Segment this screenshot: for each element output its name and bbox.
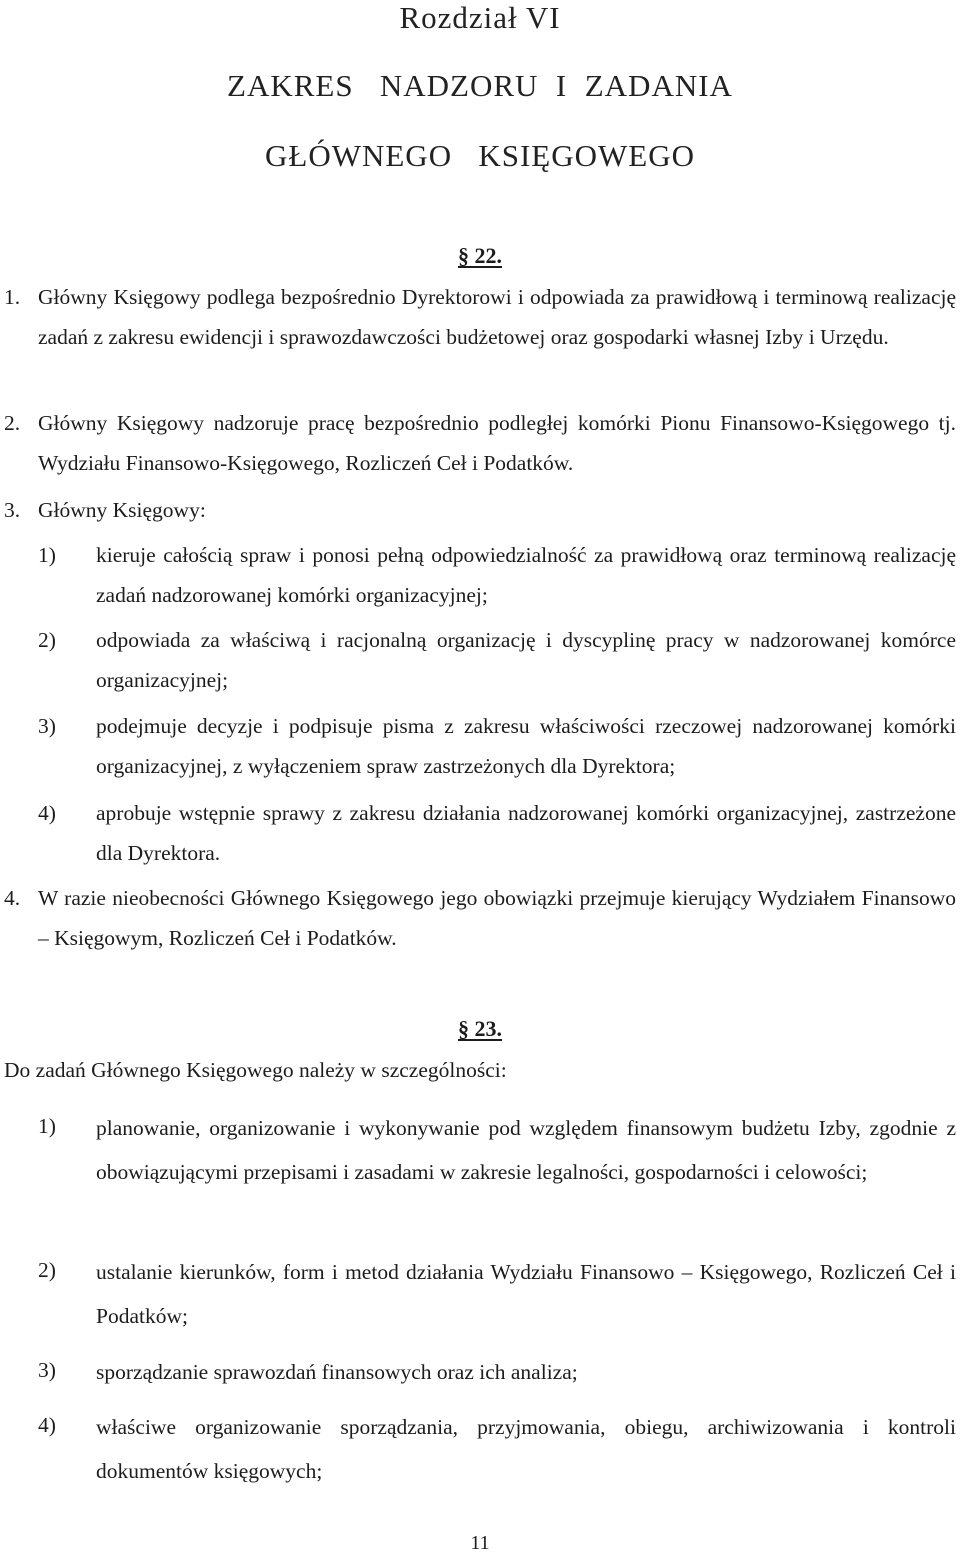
subitem-3-text: podejmuje decyzje i podpisuje pisma z zakresu właściwości rzeczowej nadzorowanej komórki organizacyjnej, z wyłączeniem spraw zastrzeżonych dla Dyrektora; — [96, 714, 956, 778]
chapter-subtitle-line2: GŁÓWNEGO KSIĘGOWEGO — [265, 138, 695, 173]
item-number: 4. — [4, 886, 21, 910]
item-number: 2. — [4, 411, 21, 435]
subitem-4-text: aprobuje wstępnie sprawy z zakresu działania nadzorowanej komórki organizacyjnej, zastrzeżone dla Dyrektora. — [96, 801, 956, 865]
task-1-text: planowanie, organizowanie i wykonywanie pod względem finansowym budżetu Izby, zgodnie z obowiązującymi przepisami i zasadami w zakresie legalności, gospodarności i celowości; — [96, 1116, 956, 1184]
item-1-text: Główny Księgowy podlega bezpośrednio Dyrektorowi i odpowiada za prawidłową i terminową realizację zadań z zakresu ewidencji i sprawozdawczości budżetowej oraz gospodarki własnej Izby i Urzędu. — [38, 285, 956, 349]
subitem-2-text: odpowiada za właściwą i racjonalną organizację i dyscyplinę pracy w nadzorowanej komórce organizacyjnej; — [96, 628, 956, 692]
section-23-intro: Do zadań Głównego Księgowego należy w szczególności: — [4, 1058, 507, 1082]
subitem-number: 1) — [38, 543, 56, 567]
task-4-text: właściwe organizowanie sporządzania, przyjmowania, obiegu, archiwizowania i kontroli dokumentów księgowych; — [96, 1415, 956, 1483]
section-22-number: § 22. — [458, 243, 502, 268]
chapter-subtitle-line1: ZAKRES NADZORU I ZADANIA — [227, 68, 733, 103]
item-number: 3. — [4, 498, 21, 522]
subitem-1-text: kieruje całością spraw i ponosi pełną odpowiedzialność za prawidłową oraz terminową realizację zadań nadzorowanej komórki organizacyjnej; — [96, 543, 956, 607]
item-4-text: W razie nieobecności Głównego Księgowego jego obowiązki przejmuje kierujący Wydziałem Finansowo – Księgowym, Rozliczeń Ceł i Podatków. — [38, 886, 956, 950]
page-number: 11 — [470, 1532, 490, 1554]
task-number: 2) — [38, 1258, 56, 1282]
section-23-number: § 23. — [458, 1016, 502, 1041]
task-number: 3) — [38, 1358, 56, 1382]
task-number: 4) — [38, 1413, 56, 1437]
chapter-title: Rozdział VI — [399, 0, 561, 35]
subitem-number: 3) — [38, 714, 56, 738]
item-2-text: Główny Księgowy nadzoruje pracę bezpośrednio podległej komórki Pionu Finansowo-Księgowego tj. Wydziału Finansowo-Księgowego, Rozliczeń Ceł i Podatków. — [38, 411, 956, 475]
task-3-text: sporządzanie sprawozdań finansowych oraz ich analiza; — [96, 1360, 578, 1384]
subitem-number: 4) — [38, 801, 56, 825]
item-number: 1. — [4, 285, 21, 309]
subitem-number: 2) — [38, 628, 56, 652]
task-2-text: ustalanie kierunków, form i metod działania Wydziału Finansowo – Księgowego, Rozliczeń Ceł i Podatków; — [96, 1260, 956, 1328]
task-number: 1) — [38, 1114, 56, 1138]
item-3-text: Główny Księgowy: — [38, 498, 206, 522]
